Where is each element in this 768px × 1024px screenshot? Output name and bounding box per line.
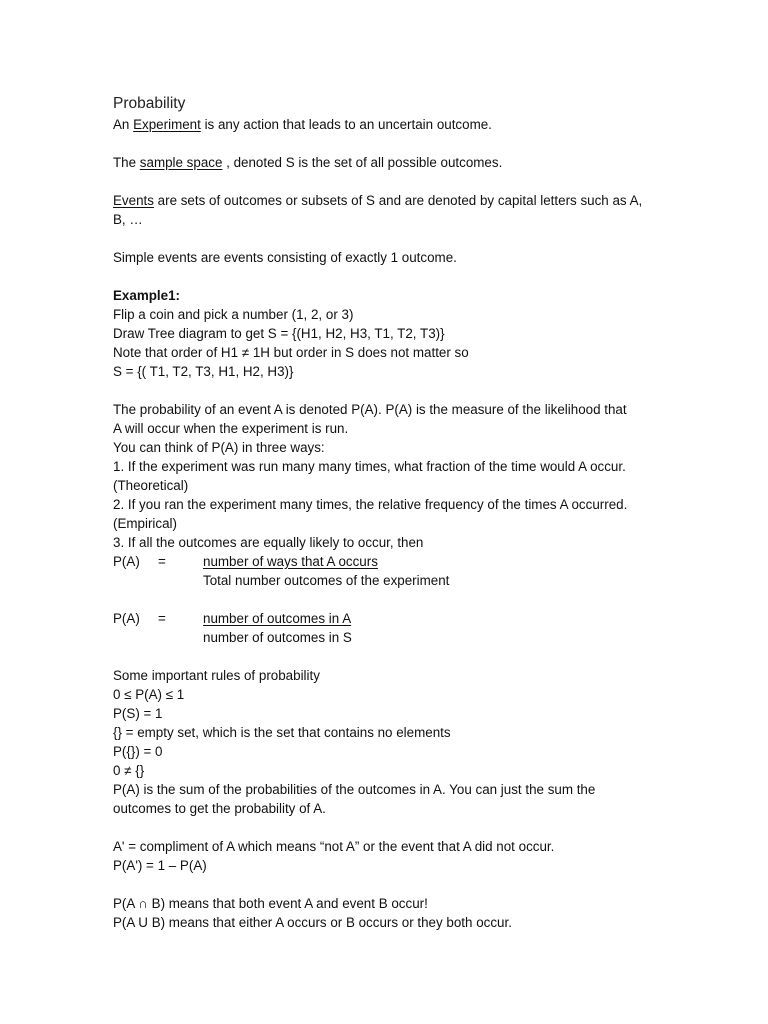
- example-line: Flip a coin and pick a number (1, 2, or 3): [113, 307, 354, 322]
- sample-space-term: sample space: [139, 155, 223, 170]
- experiment-definition: [113, 115, 673, 134]
- formula-lhs: P(A): [113, 611, 140, 626]
- example-line: Note that order of H1 ≠ 1H but order in S does not matter so: [113, 345, 469, 360]
- definition-line: (Empirical): [113, 516, 177, 531]
- sample-space-pre: The: [113, 155, 140, 170]
- formula-equals: =: [158, 554, 166, 569]
- experiment-post: is any action that leads to an uncertain outcome.: [200, 117, 492, 132]
- definition-line: 2. If you ran the experiment many times, the relative frequency of the times A occurred.: [113, 497, 628, 512]
- rules-line: Some important rules of probability: [113, 668, 320, 683]
- formula-numerator: number of ways that A occurs: [203, 554, 378, 569]
- formula-numerator: number of outcomes in A: [203, 611, 352, 626]
- sample-space-definition: [113, 153, 673, 172]
- example-line: S = {( T1, T2, T3, H1, H2, H3)}: [113, 364, 294, 379]
- definition-line: 1. If the experiment was run many many times, what fraction of the time would A occur.: [113, 459, 626, 474]
- events-definition-line2: B, …: [113, 212, 143, 227]
- intersection-union-line: P(A ∩ B) means that both event A and event B occur!: [113, 896, 428, 911]
- definition-line: The probability of an event A is denoted P(A). P(A) is the measure of the likelihood that: [113, 402, 627, 417]
- definition-line: You can think of P(A) in three ways:: [113, 440, 325, 455]
- experiment-pre: An: [113, 117, 134, 132]
- events-definition: [113, 191, 673, 210]
- document-content: [113, 93, 673, 932]
- complement-line: P(A') = 1 – P(A): [113, 858, 207, 873]
- example-heading-text: Example1:: [113, 288, 180, 303]
- rules-line: 0 ≠ {}: [113, 763, 145, 778]
- formula-ways: [113, 552, 673, 590]
- rules-line: P(S) = 1: [113, 706, 163, 721]
- events-post: are sets of outcomes or subsets of S and are denoted by capital letters such as A,: [153, 193, 643, 208]
- formula-equals: =: [158, 611, 166, 626]
- example-line: Draw Tree diagram to get S = {(H1, H2, H3, T1, T2, T3)}: [113, 326, 445, 341]
- formula-outcomes: [113, 609, 673, 647]
- example-heading: [113, 286, 673, 305]
- page-title: Probability: [113, 95, 186, 112]
- rules-line: P({}) = 0: [113, 744, 163, 759]
- rules-line: P(A) is the sum of the probabilities of the outcomes in A. You can just the sum the: [113, 782, 596, 797]
- simple-events-definition: Simple events are events consisting of exactly 1 outcome.: [113, 250, 457, 265]
- formula-denominator: Total number outcomes of the experiment: [203, 573, 450, 588]
- events-term: Events: [113, 193, 154, 208]
- experiment-term: Experiment: [133, 117, 201, 132]
- sample-space-post: , denoted S is the set of all possible outcomes.: [222, 155, 503, 170]
- intersection-union-line: P(A U B) means that either A occurs or B occurs or they both occur.: [113, 915, 512, 930]
- definition-line: A will occur when the experiment is run.: [113, 421, 349, 436]
- complement-line: A' = compliment of A which means “not A” or the event that A did not occur.: [113, 839, 555, 854]
- rules-line: outcomes to get the probability of A.: [113, 801, 326, 816]
- definition-line: 3. If all the outcomes are equally likely to occur, then: [113, 535, 424, 550]
- rules-line: {} = empty set, which is the set that contains no elements: [113, 725, 451, 740]
- formula-denominator: number of outcomes in S: [203, 630, 352, 645]
- definition-line: (Theoretical): [113, 478, 189, 493]
- rules-line: 0 ≤ P(A) ≤ 1: [113, 687, 185, 702]
- formula-lhs: P(A): [113, 554, 140, 569]
